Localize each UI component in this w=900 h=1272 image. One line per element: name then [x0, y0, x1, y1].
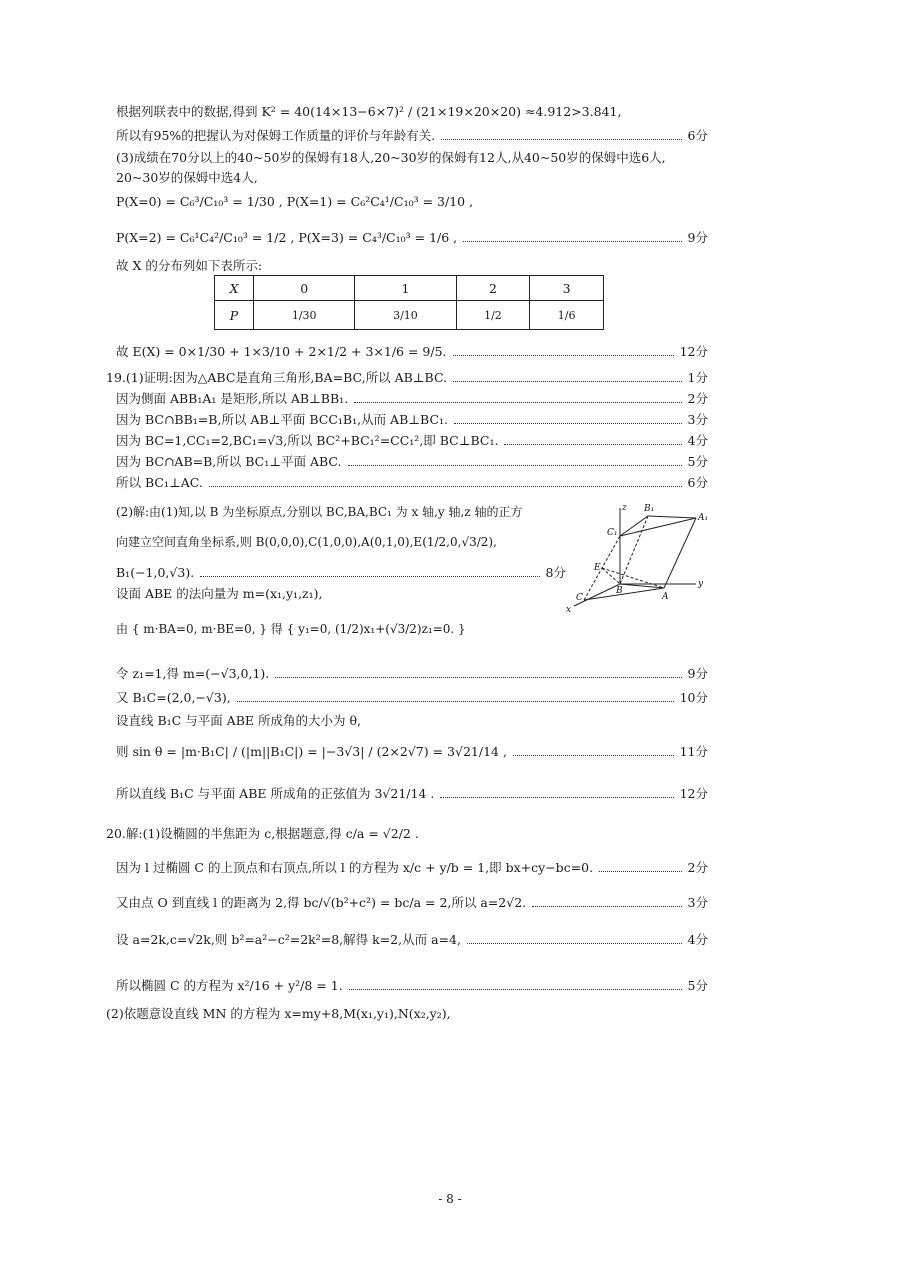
figure-label: B₁ — [644, 504, 655, 514]
text-line: B₁(−1,0,√3). 8分 — [116, 565, 566, 580]
score: 3分 — [687, 412, 708, 427]
figure-label: y — [698, 579, 704, 589]
text-line: 因为 l 过椭圆 C 的上顶点和右顶点,所以 l 的方程为 x/c + y/b = 1,即 bx+cy−bc=0. 2分 — [116, 860, 708, 875]
prism-figure — [564, 500, 714, 615]
figure-label: z — [622, 503, 627, 513]
figure-label: A₁ — [698, 513, 709, 523]
text-line: 所以直线 B₁C 与平面 ABE 所成角的正弦值为 3√21/14 . 12分 — [116, 786, 708, 801]
score: 5分 — [687, 454, 708, 469]
score: 12分 — [679, 786, 708, 801]
text-line: 又 B₁C=(2,0,−√3), 10分 — [116, 690, 708, 705]
text-line: P(X=2) = C₆¹C₄²/C₁₀³ = 1/2 , P(X=3) = C₄³/C₁₀³ = 1/6 , 9分 — [116, 230, 708, 245]
distribution-table — [214, 275, 604, 330]
score: 3分 — [687, 895, 708, 910]
text-line: (3)成绩在70分以上的40~50岁的保姆有18人,20~30岁的保姆有12人,从40~50岁的保姆中选6人, — [116, 150, 666, 165]
score: 6分 — [687, 128, 708, 143]
text-line: 故 X 的分布列如下表所示: — [116, 258, 263, 273]
text-line: 故 E(X) = 0×1/30 + 1×3/10 + 2×1/2 + 3×1/6 = 9/5. 12分 — [116, 344, 708, 359]
score: 11分 — [679, 744, 708, 759]
text-line: 则 sin θ = |m·B₁C| / (|m||B₁C|) = |−3√3| / (2×2√7) = 3√21/14 , 11分 — [116, 744, 708, 759]
figure-label: A — [662, 592, 669, 602]
table-cell: 3 — [530, 276, 604, 301]
text-line: (2)解:由(1)知,以 B 为坐标原点,分别以 BC,BA,BC₁ 为 x 轴,y 轴,z 轴的正方 — [116, 505, 523, 519]
text-line: 19.(1)证明:因为△ABC是直角三角形,BA=BC,所以 AB⊥BC. 1分 — [106, 370, 708, 385]
figure-label: B — [616, 586, 623, 596]
text-line: 根据列联表中的数据,得到 K² = 40(14×13−6×7)² / (21×19×20×20) ≈4.912>3.841, — [116, 104, 622, 119]
text-line: 因为 BC∩BB₁=B,所以 AB⊥平面 BCC₁B₁,从而 AB⊥BC₁. 3分 — [116, 412, 708, 427]
text-line: 因为 BC∩AB=B,所以 BC₁⊥平面 ABC. 5分 — [116, 454, 708, 469]
score: 10分 — [679, 690, 708, 705]
table-cell: 2 — [456, 276, 530, 301]
text-line: P(X=0) = C₆³/C₁₀³ = 1/30 , P(X=1) = C₆²C₄¹/C₁₀³ = 3/10 , — [116, 194, 474, 209]
table-cell: P — [215, 301, 254, 330]
table-cell: 1 — [355, 276, 456, 301]
score: 12分 — [679, 344, 708, 359]
table-cell: 1/30 — [254, 301, 355, 330]
text-line: 因为侧面 ABB₁A₁ 是矩形,所以 AB⊥BB₁. 2分 — [116, 391, 708, 406]
figure-label: E — [594, 563, 601, 573]
score: 8分 — [545, 565, 566, 580]
figure-label: C — [576, 593, 583, 603]
score: 1分 — [687, 370, 708, 385]
score: 9分 — [687, 230, 708, 245]
text-line: 20~30岁的保姆中选4人, — [116, 170, 258, 185]
page-number: - 8 - — [438, 1192, 462, 1206]
text-line: 设 a=2k,c=√2k,则 b²=a²−c²=2k²=8,解得 k=2,从而 a=4, 4分 — [116, 932, 708, 947]
figure-label: x — [566, 605, 572, 615]
table-cell: 1/6 — [530, 301, 604, 330]
score: 2分 — [687, 860, 708, 875]
text-line: 20.解:(1)设椭圆的半焦距为 c,根据题意,得 c/a = √2/2 . — [106, 826, 419, 841]
text-line: 又由点 O 到直线 l 的距离为 2,得 bc/√(b²+c²) = bc/a = 2,所以 a=2√2. 3分 — [116, 895, 708, 910]
text-line: 因为 BC=1,CC₁=2,BC₁=√3,所以 BC²+BC₁²=CC₁²,即 BC⊥BC₁. 4分 — [116, 433, 708, 448]
text-line: 所以 BC₁⊥AC. 6分 — [116, 475, 708, 490]
text-line: (2)依题意设直线 MN 的方程为 x=my+8,M(x₁,y₁),N(x₂,y₂), — [106, 1006, 451, 1021]
text-line: 令 z₁=1,得 m=(−√3,0,1). 9分 — [116, 666, 708, 681]
table-cell: 3/10 — [355, 301, 456, 330]
score: 2分 — [687, 391, 708, 406]
text-line: 向建立空间直角坐标系,则 B(0,0,0),C(1,0,0),A(0,1,0),E(1/2,0,√3/2), — [116, 535, 497, 549]
score: 5分 — [687, 978, 708, 993]
score: 4分 — [687, 932, 708, 947]
score: 4分 — [687, 433, 708, 448]
text-line: 所以椭圆 C 的方程为 x²/16 + y²/8 = 1. 5分 — [116, 978, 708, 993]
score: 6分 — [687, 475, 708, 490]
table-cell: X — [215, 276, 254, 301]
table-cell: 0 — [254, 276, 355, 301]
figure-label: C₁ — [607, 528, 618, 538]
text-line: 设直线 B₁C 与平面 ABE 所成角的大小为 θ, — [116, 713, 361, 728]
text-line: 所以有95%的把握认为对保姆工作质量的评价与年龄有关. 6分 — [116, 128, 708, 143]
text-line: 设面 ABE 的法向量为 m=(x₁,y₁,z₁), — [116, 586, 323, 601]
text-line: 由 { m·BA=0, m·BE=0, } 得 { y₁=0, (1/2)x₁+(√3/2)z₁=0. } — [116, 622, 466, 636]
table-cell: 1/2 — [456, 301, 530, 330]
score: 9分 — [687, 666, 708, 681]
